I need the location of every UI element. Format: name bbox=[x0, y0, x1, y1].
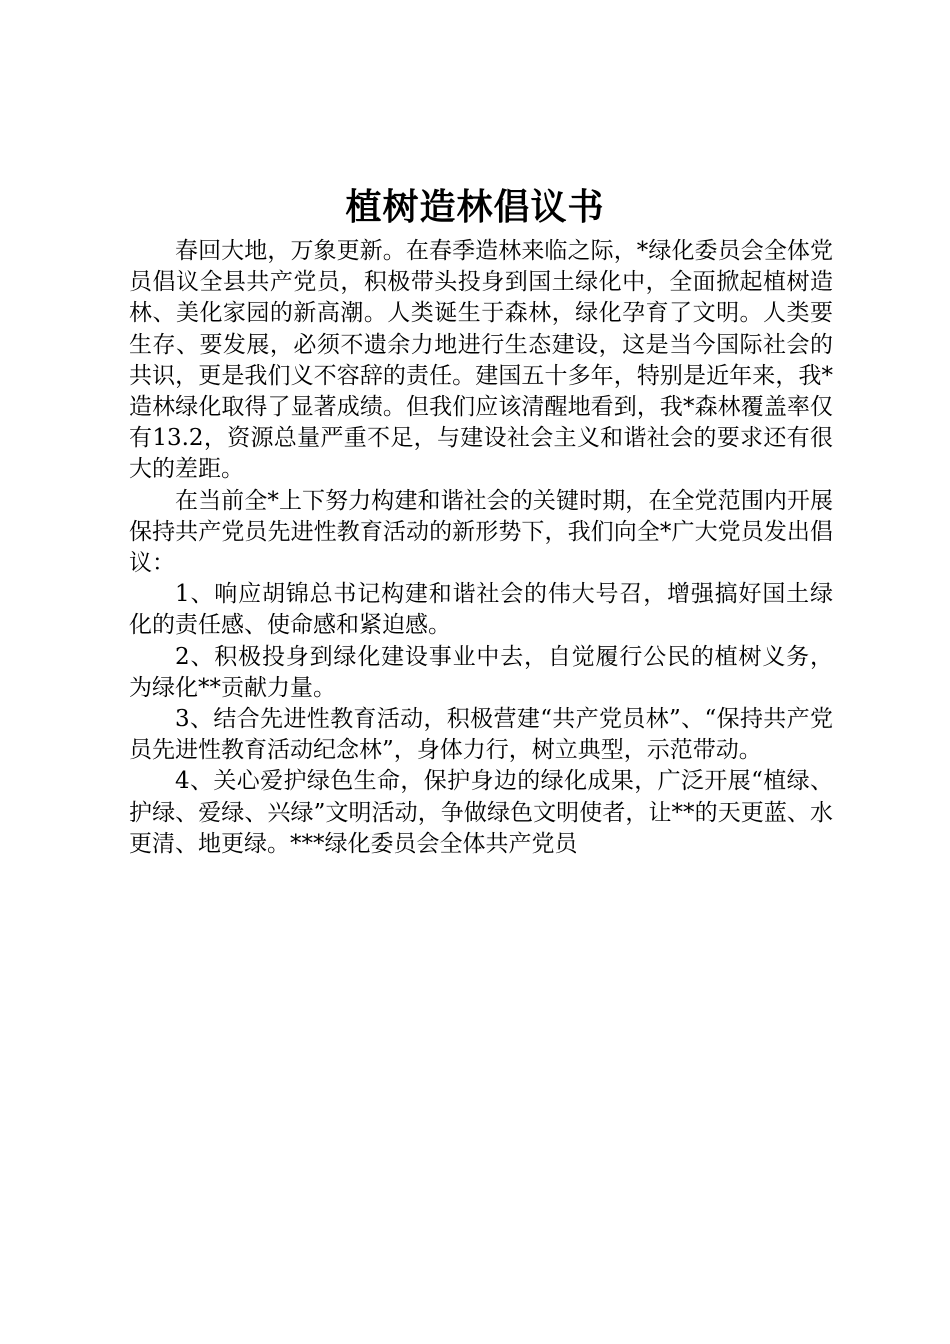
paragraph-item-2: 2、积极投身到绿化建设事业中去，自觉履行公民的植树义务，为绿化**贡献力量。 bbox=[129, 643, 833, 701]
paragraph-item-1: 1、响应胡锦总书记构建和谐社会的伟大号召，增强搞好国土绿化的责任感、使命感和紧迫感。 bbox=[129, 581, 833, 639]
document-body bbox=[129, 236, 833, 860]
document-title: 植树造林倡议书 bbox=[345, 187, 605, 228]
paragraph-item-3: 3、结合先进性教育活动，积极营建“共产党员林”、“保持共产党员先进性教育活动纪念林”，身体力行，树立典型，示范带动。 bbox=[129, 706, 833, 764]
paragraph-intro: 春回大地，万象更新。在春季造林来临之际，*绿化委员会全体党员倡议全县共产党员，积极带头投身到国土绿化中，全面掀起植树造林、美化家园的新高潮。人类诞生于森林，绿化孕育了文明。人类要生存、要发展，必须不遗余力地进行生态建设，这是当今国际社会的共识，更是我们义不容辞的责任。建国五十多年，特别是近年来，我*造林绿化取得了显著成绩。但我们应该清醒地看到，我*森林覆盖率仅有13.2，资源总量严重不足，与建设社会主义和谐社会的要求还有很大的差距。 bbox=[129, 238, 833, 483]
paragraph-appeal: 在当前全*上下努力构建和谐社会的关键时期，在全党范围内开展保持共产党员先进性教育活动的新形势下，我们向全*广大党员发出倡议： bbox=[129, 487, 833, 577]
paragraph-item-4: 4、关心爱护绿色生命，保护身边的绿化成果，广泛开展“植绿、护绿、爱绿、兴绿”文明活动，争做绿色文明使者，让**的天更蓝、水更清、地更绿。***绿化委员会全体共产党员 bbox=[129, 768, 833, 857]
